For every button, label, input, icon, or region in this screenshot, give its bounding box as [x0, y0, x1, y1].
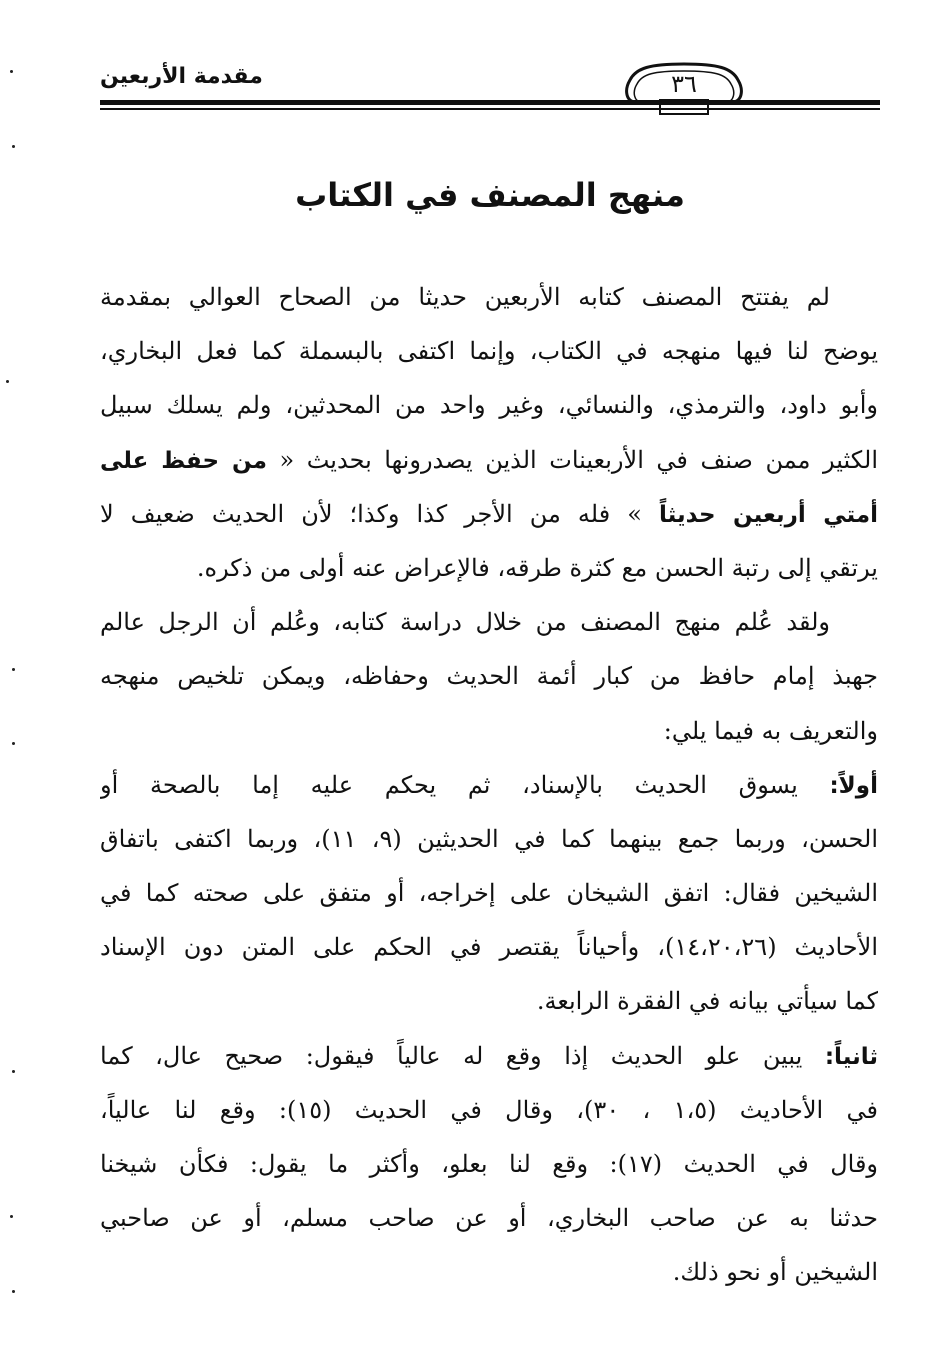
text-line: ولقد عُلم منهج المصنف من خلال دراسة كتابه، وعُلم أن الرجل عالم [100, 608, 830, 637]
text-line: جهبذ إمام حافظ من كبار أئمة الحديث وحفاظه، ويمكن تلخيص منهجه [100, 662, 878, 691]
page-number-cartouche [620, 58, 748, 120]
text-line: الشيخين أو نحو ذلك. [672, 1258, 878, 1287]
scan-speck [10, 70, 13, 73]
hadith-quote-bold: من حفظ على [100, 447, 267, 474]
text-line: يرتقي إلى رتبة الحسن مع كثرة طرقه، فالإعراض عنه أولى من ذكره. [196, 553, 878, 582]
text-line: كما سيأتي بيانه في الفقرة الرابعة. [536, 987, 878, 1016]
header-rule [100, 100, 880, 105]
scan-speck [12, 145, 15, 148]
text-line: الأحاديث (١٤،٢٠،٢٦)، وأحياناً يقتصر في الحكم على المتن دون الإسناد [100, 933, 878, 962]
scan-speck [12, 742, 15, 745]
text-line: الشيخين فقال: اتفق الشيخان على إخراجه، أو متفق على صحته كما في [100, 879, 878, 908]
point-label-first: أولاً: [829, 772, 878, 799]
scan-speck [12, 1070, 15, 1073]
running-title: مقدمة الأربعين [100, 64, 263, 89]
text-line: وقال في الحديث (١٧): وقع لنا بعلو، وأكثر ما يقول: فكأن شيخنا [100, 1150, 878, 1178]
body-text [100, 270, 878, 1300]
text-line: أمتي أربعين حديثاً » فله من الأجر كذا وكذا؛ لأن الحديث ضعيف لا [100, 499, 878, 528]
scan-speck [6, 380, 9, 383]
hadith-quote-bold: أمتي أربعين حديثاً [659, 501, 878, 528]
text-line: أولاً: يسوق الحديث بالإسناد، ثم يحكم عليه إما بالصحة أو [100, 770, 878, 799]
text-line: ثانياً: يبين علو الحديث إذا وقع له عالياً فيقول: صحيح عال، كما [100, 1041, 878, 1070]
page-number: ٣٦ [671, 70, 697, 98]
text-line: في الأحاديث (١،٥ ، ٣٠)، وقال في الحديث (١٥): وقع لنا عالياً، [100, 1095, 878, 1124]
scan-speck [10, 1215, 13, 1218]
scan-speck [12, 1290, 15, 1293]
chapter-title: منهج المصنف في الكتاب [295, 176, 685, 214]
text-line: الحسن، وربما جمع بينهما كما في الحديثين (٩، ١١)، وربما اكتفى باتفاق [100, 824, 878, 853]
text-line: يوضح لنا فيها منهجه في الكتاب، وإنما اكتفى بالبسملة كما فعل البخاري، [100, 337, 878, 366]
header-rule-thin [100, 108, 880, 110]
text-line: حدثنا به عن صاحب البخاري، أو عن صاحب مسلم، أو عن صاحبي [100, 1204, 878, 1233]
text-line: الكثير ممن صنف في الأربعينات الذين يصدرونها بحديث « من حفظ على [100, 445, 878, 474]
scan-speck [12, 668, 15, 671]
text-line: وأبو داود، والترمذي، والنسائي، وغير واحد من المحدثين، ولم يسلك سبيل [100, 391, 878, 420]
text-line: لم يفتتح المصنف كتابه الأربعين حديثا من الصحاح العوالي بمقدمة [100, 283, 830, 311]
running-header [100, 58, 880, 128]
text-line: والتعريف به فيما يلي: [663, 716, 878, 745]
point-label-second: ثانياً: [824, 1043, 878, 1070]
